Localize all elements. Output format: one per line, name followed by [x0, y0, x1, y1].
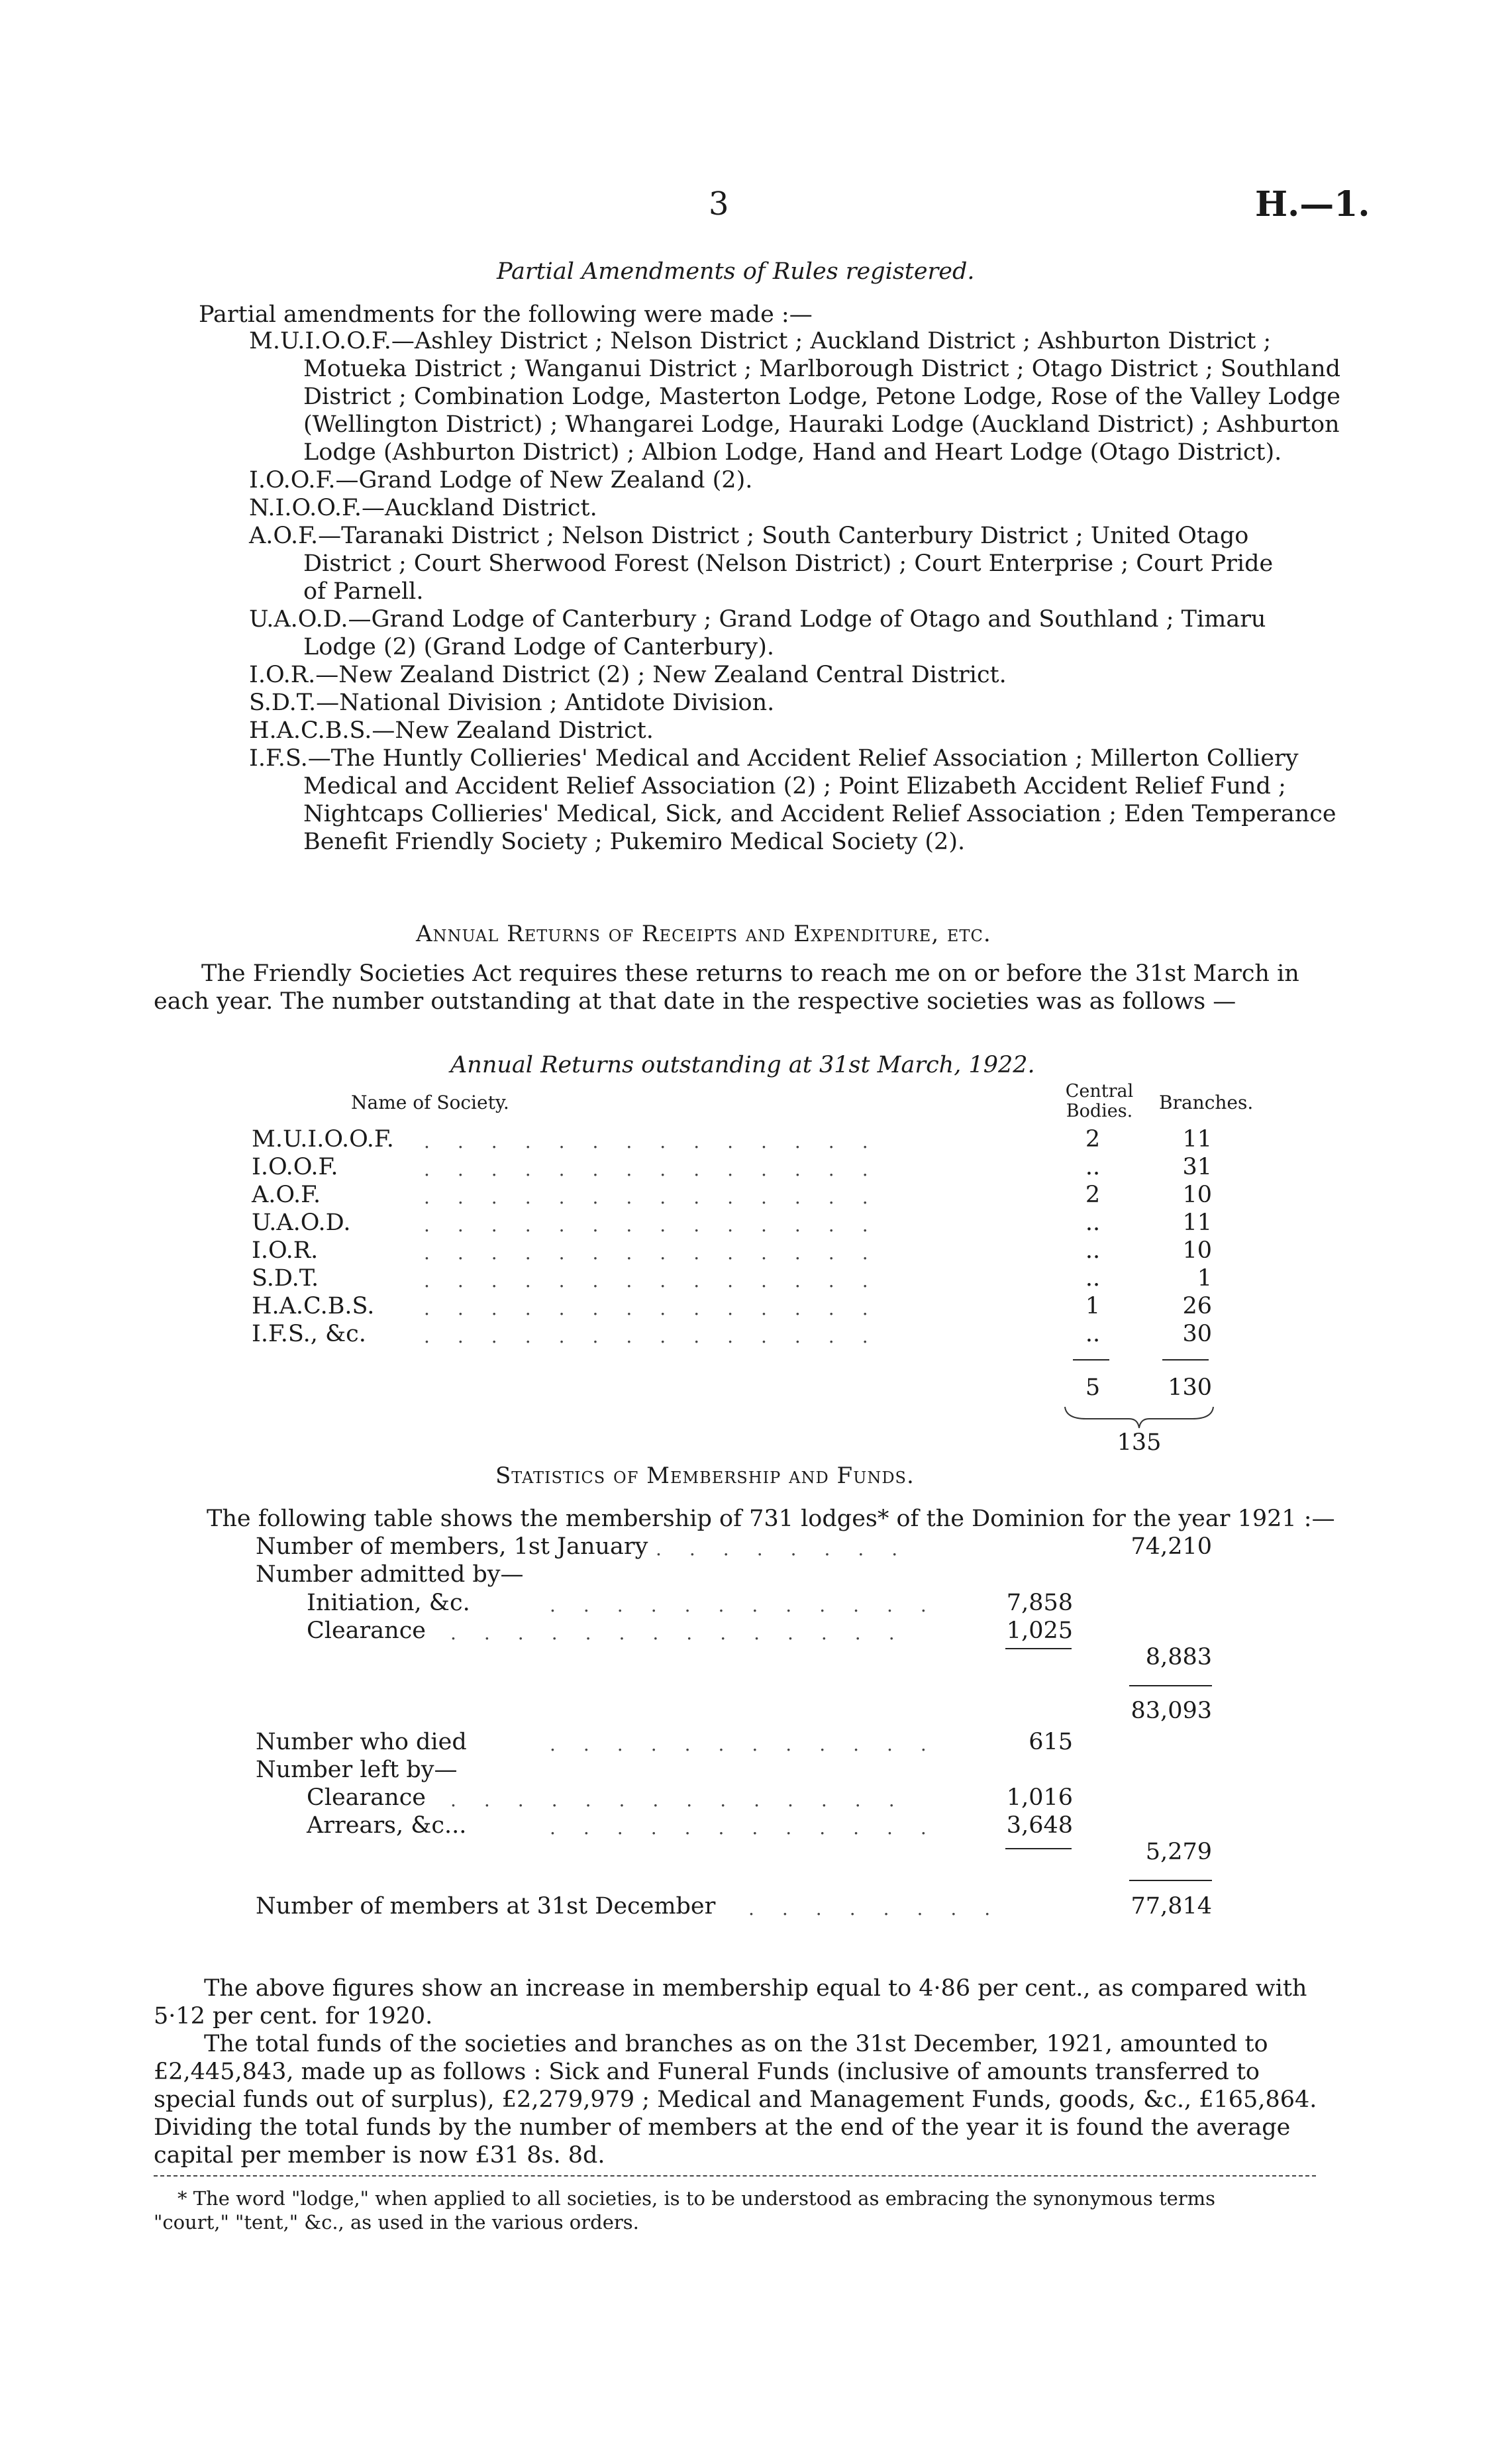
society-name: U.A.O.D.	[252, 1209, 351, 1236]
left-total: 5,279	[1145, 1839, 1212, 1865]
funds-para-2-line-1: The total funds of the societies and branches as on the 31st December, 1921, amounted to	[204, 2031, 1268, 2057]
clearance-in-value: 1,025	[1006, 1617, 1073, 1644]
amendment-entry-continuation: (Wellington District) ; Whangarei Lodge, Hauraki Lodge (Auckland District) ; Ashburton	[303, 411, 1340, 438]
amendment-entry: I.O.O.F.—Grand Lodge of New Zealand (2).	[249, 467, 753, 493]
central-bodies-value: ..	[1085, 1265, 1101, 1292]
amendment-entry-continuation: Motueka District ; Wanganui District ; Marlborough District ; Otago District ; Southland	[303, 356, 1341, 382]
amendment-entry-continuation: Nightcaps Collieries' Medical, Sick, and Accident Relief Association ; Eden Temperance	[303, 801, 1336, 827]
annual-returns-para-line-2: each year. The number outstanding at that date in the respective societies was as follows —	[154, 988, 1236, 1015]
amendment-entry-continuation: of Parnell.	[303, 578, 424, 605]
branches-value: 10	[1182, 1182, 1212, 1208]
document-reference: H.—1.	[1255, 184, 1370, 225]
arrears-label: Arrears, &c...	[307, 1812, 467, 1839]
total-central-bodies: 5	[1085, 1374, 1101, 1401]
amendment-entry-continuation: Lodge (Ashburton District) ; Albion Lodge, Hand and Heart Lodge (Otago District).	[303, 439, 1282, 466]
grand-total: 135	[1117, 1429, 1162, 1456]
funds-para-2-line-4: Dividing the total funds by the number of members at the end of the year it is found the average	[154, 2114, 1291, 2141]
branches-value: 30	[1182, 1321, 1212, 1347]
column-header-central-1: Central	[1065, 1081, 1134, 1102]
page-number: 3	[709, 185, 729, 223]
amendment-entry: I.O.R.—New Zealand District (2) ; New Zealand Central District.	[249, 662, 1007, 688]
footnote-line-2: "court," "tent," &c., as used in the various orders.	[154, 2211, 639, 2233]
branches-value: 11	[1182, 1126, 1212, 1153]
amendment-entry: S.D.T.—National Division ; Antidote Division.	[249, 690, 775, 716]
left-label: Number left by—	[256, 1757, 458, 1783]
amendment-entry: N.I.O.O.F.—Auckland District.	[249, 495, 597, 521]
society-name: S.D.T.	[252, 1265, 319, 1292]
central-bodies-value: 2	[1085, 1126, 1101, 1153]
funds-para-1-line-1: The above figures show an increase in membership equal to 4·86 per cent., as compared with	[204, 1975, 1307, 2002]
died-label: Number who died	[256, 1729, 467, 1755]
membership-heading: Statistics of Membership and Funds.	[495, 1463, 915, 1489]
society-name: I.F.S., &c.	[252, 1321, 366, 1347]
footnote-line-1: * The word "lodge," when applied to all societies, is to be understood as embracing the synonymous terms	[177, 2187, 1216, 2210]
amendment-entry-continuation: Medical and Accident Relief Association (2) ; Point Elizabeth Accident Relief Fund ;	[303, 773, 1286, 799]
clearance-in-label: Clearance	[307, 1617, 427, 1644]
initiation-label: Initiation, &c.	[307, 1590, 470, 1616]
funds-para-2-line-5: capital per member is now £31 8s. 8d.	[154, 2142, 605, 2169]
funds-para-2-line-3: special funds out of surplus), £2,279,979 ; Medical and Management Funds, goods, &c., £165,864.	[154, 2086, 1317, 2113]
annual-returns-heading: Annual Returns of Receipts and Expenditure, etc.	[416, 921, 991, 947]
amendment-entry: H.A.C.B.S.—New Zealand District.	[249, 717, 654, 744]
column-header-branches: Branches.	[1159, 1092, 1254, 1113]
amendment-entry-continuation: Benefit Friendly Society ; Pukemiro Medical Society (2).	[303, 829, 966, 855]
outstanding-table-title: Annual Returns outstanding at 31st March, 1922.	[450, 1052, 1035, 1078]
branches-value: 26	[1182, 1293, 1212, 1319]
branches-value: 10	[1182, 1237, 1212, 1264]
arrears-value: 3,648	[1006, 1812, 1073, 1839]
amendment-entry: A.O.F.—Taranaki District ; Nelson District ; South Canterbury District ; United Otago	[249, 523, 1249, 549]
column-header-name: Name of Society.	[351, 1092, 509, 1113]
central-bodies-value: ..	[1085, 1209, 1101, 1236]
amendments-title: Partial Amendments of Rules registered.	[497, 258, 975, 285]
funds-para-1-line-2: 5·12 per cent. for 1920.	[154, 2003, 433, 2029]
funds-para-2-line-2: £2,445,843, made up as follows : Sick and Funeral Funds (inclusive of amounts transferred to	[154, 2059, 1260, 2085]
total-branches: 130	[1168, 1374, 1212, 1401]
column-header-central-2: Bodies.	[1066, 1101, 1133, 1121]
annual-returns-para-line-1: The Friendly Societies Act requires these returns to reach me on or before the 31st March in	[201, 960, 1299, 987]
branches-value: 31	[1182, 1154, 1212, 1180]
membership-subtotal: 83,093	[1131, 1698, 1212, 1724]
society-name: H.A.C.B.S.	[252, 1293, 375, 1319]
clearance-out-value: 1,016	[1006, 1784, 1073, 1811]
society-name: A.O.F.	[252, 1182, 321, 1208]
amendment-entry: I.F.S.—The Huntly Collieries' Medical and Accident Relief Association ; Millerton Colliery	[249, 745, 1299, 772]
branches-value: 1	[1197, 1265, 1212, 1292]
members-january-label: Number of members, 1st January	[256, 1533, 648, 1560]
central-bodies-value: 1	[1085, 1293, 1101, 1319]
initiation-value: 7,858	[1006, 1590, 1073, 1616]
admitted-total: 8,883	[1145, 1644, 1212, 1670]
amendments-intro: Partial amendments for the following were made :—	[199, 301, 813, 328]
society-name: I.O.R.	[252, 1237, 319, 1264]
members-december-value: 77,814	[1131, 1893, 1212, 1920]
society-name: I.O.O.F.	[252, 1154, 338, 1180]
died-value: 615	[1029, 1729, 1073, 1755]
amendment-entry-continuation: Lodge (2) (Grand Lodge of Canterbury).	[303, 634, 774, 660]
admitted-label: Number admitted by—	[256, 1561, 524, 1588]
central-bodies-value: 2	[1085, 1182, 1101, 1208]
branches-value: 11	[1182, 1209, 1212, 1236]
central-bodies-value: ..	[1085, 1321, 1101, 1347]
amendment-entry-continuation: District ; Court Sherwood Forest (Nelson District) ; Court Enterprise ; Court Pride	[303, 550, 1274, 577]
central-bodies-value: ..	[1085, 1237, 1101, 1264]
society-name: M.U.I.O.O.F.	[252, 1126, 394, 1153]
amendment-entry: M.U.I.O.O.F.—Ashley District ; Nelson District ; Auckland District ; Ashburton District ;	[249, 328, 1272, 354]
central-bodies-value: ..	[1085, 1154, 1101, 1180]
amendment-entry-continuation: District ; Combination Lodge, Masterton Lodge, Petone Lodge, Rose of the Valley Lodge	[303, 384, 1340, 410]
amendment-entry: U.A.O.D.—Grand Lodge of Canterbury ; Grand Lodge of Otago and Southland ; Timaru	[249, 606, 1266, 633]
total-brace	[1060, 1404, 1219, 1431]
clearance-out-label: Clearance	[307, 1784, 427, 1811]
membership-intro: The following table shows the membership of 731 lodges* of the Dominion for the year 1921 :—	[207, 1506, 1335, 1532]
members-december-label: Number of members at 31st December	[256, 1893, 716, 1920]
members-january-value: 74,210	[1131, 1533, 1212, 1560]
